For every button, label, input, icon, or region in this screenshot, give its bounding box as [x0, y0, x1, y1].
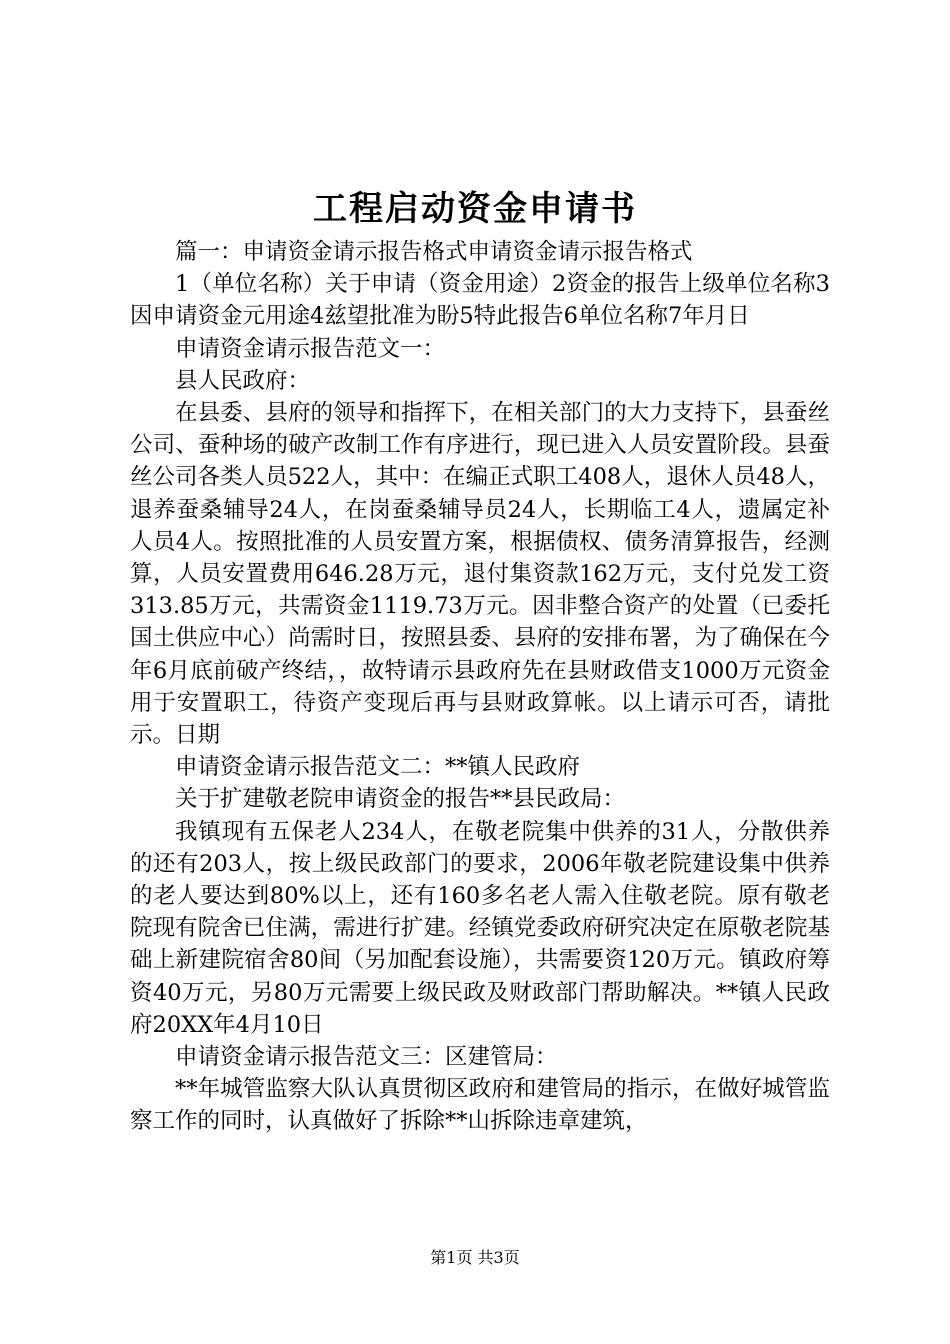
paragraph: 我镇现有五保老人234人，在敬老院集中供养的31人，分散供养的还有203人，按上级民政部门的要求，2006年敬老院建设集中供养的老人要达到80%以上，还有160多名老人需入住敬老院。原有敬老院现有院舍已住满，需进行扩建。经镇党委政府研究决定在原敬老院基础上新建院宿舍80间（另加配套设施），共需要资120万元。镇政府筹资40万元，另80万元需要上级民政及财政部门帮助解决。**镇人民政府20XX年4月10日 — [130, 818, 830, 1038]
document-title: 工程启动资金申请书 — [313, 189, 637, 229]
paragraph: 申请资金请示报告范文一： — [175, 335, 446, 362]
paragraph: **年城管监察大队认真贯彻区政府和建管局的指示，在做好城管监察工作的同时，认真做好了拆除**山拆除违章建筑， — [130, 1076, 830, 1135]
paragraph: 篇一：申请资金请示报告格式申请资金请示报告格式 — [175, 239, 693, 265]
paragraph: 关于扩建敬老院申请资金的报告**县民政局： — [175, 786, 626, 813]
paragraph: 申请资金请示报告范文二：**镇人民政府 — [175, 754, 581, 781]
document-body — [130, 236, 830, 1138]
paragraph: 县人民政府： — [175, 367, 311, 394]
page-footer: 第1页 共3页 — [430, 1248, 520, 1267]
paragraph: 申请资金请示报告范文三：区建管局： — [175, 1044, 558, 1071]
paragraph: 1（单位名称）关于申请（资金用途）2资金的报告上级单位名称3因申请资金元用途4兹望批准为盼5特此报告6单位名称7年月日 — [130, 271, 830, 330]
paragraph: 在县委、县府的领导和指挥下，在相关部门的大力支持下，县蚕丝公司、蚕种场的破产改制工作有序进行，现已进入人员安置阶段。县蚕丝公司各类人员522人，其中：在编正式职工408人，退休人员48人，退养蚕桑辅导24人，在岗蚕桑辅导员24人，长期临工4人，遗属定补人员4人。按照批准的人员安置方案，根据债权、债务清算报告，经测算，人员安置费用646.28万元，退付集资款162万元，支付兑发工资313.85万元，共需资金1119.73万元。因非整合资产的处置（已委托国土供应中心）尚需时日，按照县委、县府的安排布署，为了确保在今年6月底前破产终结，，故特请示县政府先在县财政借支1000万元资金用于安置职工，待资产变现后再与县财政算帐。以上请示可否，请批示。日期 — [130, 400, 830, 749]
